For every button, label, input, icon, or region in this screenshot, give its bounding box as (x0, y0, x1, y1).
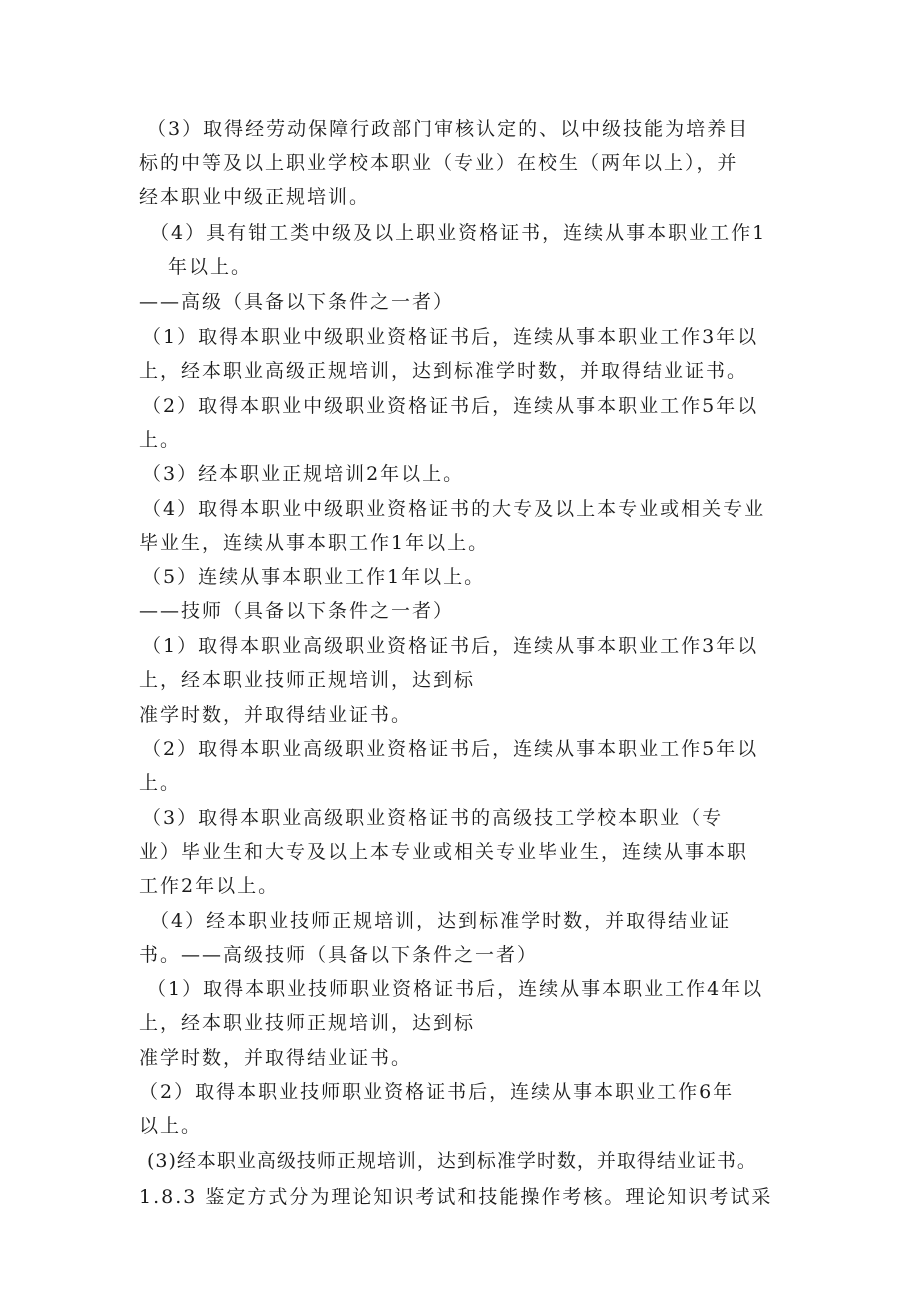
text-line: （2）取得本职业高级职业资格证书后，连续从事本职业工作5年以 (142, 738, 759, 760)
text-line: （4）取得本职业中级职业资格证书的大专及以上本专业或相关专业 (142, 498, 766, 520)
text-line: 1.8.3 鉴定方式分为理论知识考试和技能操作考核。理论知识考试采 (139, 1186, 773, 1208)
text-line: 上，经本职业技师正规培训，达到标 (139, 1012, 476, 1034)
text-line: 上，经本职业技师正规培训，达到标 (139, 669, 476, 691)
text-line: 年以上。 (168, 256, 253, 278)
text-line: (3)经本职业高级技师正规培训，达到标准学时数，并取得结业证书。 (147, 1150, 757, 1172)
text-line: 准学时数，并取得结业证书。 (139, 704, 413, 726)
text-line: （1）取得本职业高级职业资格证书后，连续从事本职业工作3年以 (142, 635, 759, 657)
text-line: （3）取得本职业高级职业资格证书的高级技工学校本职业（专 (142, 807, 724, 829)
text-line: 毕业生，连续从事本职工作1年以上。 (139, 532, 490, 554)
text-line: （1）取得本职业技师职业资格证书后，连续从事本职业工作4年以 (147, 978, 764, 1000)
text-line: 业）毕业生和大专及以上本专业或相关专业毕业生，连续从事本职 (139, 841, 749, 863)
text-line: 准学时数，并取得结业证书。 (139, 1047, 413, 1069)
text-line: （3）取得经劳动保障行政部门审核认定的、以中级技能为培养目 (147, 118, 750, 140)
text-line: （2）取得本职业技师职业资格证书后，连续从事本职业工作6年 (139, 1081, 735, 1103)
section-heading: ——高级（具备以下条件之一者） (139, 291, 455, 313)
text-line: （1）取得本职业中级职业资格证书后，连续从事本职业工作3年以 (142, 326, 759, 348)
text-line: 上。 (139, 772, 182, 794)
section-heading: ——技师（具备以下条件之一者） (139, 600, 455, 622)
text-line: 以上。 (139, 1115, 203, 1137)
text-line: （4）经本职业技师正规培训，达到标准学时数，并取得结业证 (150, 910, 732, 932)
text-line: 标的中等及以上职业学校本职业（专业）在校生（两年以上），并 (139, 152, 739, 174)
text-line: （2）取得本职业中级职业资格证书后，连续从事本职业工作5年以 (142, 395, 759, 417)
text-line: 经本职业中级正规培训。 (139, 186, 371, 208)
text-line: （3）经本职业正规培训2年以上。 (142, 463, 465, 485)
text-line: （5）连续从事本职业工作1年以上。 (142, 566, 486, 588)
text-line: 上，经本职业高级正规培训，达到标准学时数，并取得结业证书。 (139, 360, 749, 382)
text-line: 工作2年以上。 (139, 875, 280, 897)
section-heading: 书。——高级技师（具备以下条件之一者） (139, 944, 539, 966)
text-line: （4）具有钳工类中级及以上职业资格证书，连续从事本职业工作1 (150, 222, 767, 244)
text-line: 上。 (139, 429, 182, 451)
